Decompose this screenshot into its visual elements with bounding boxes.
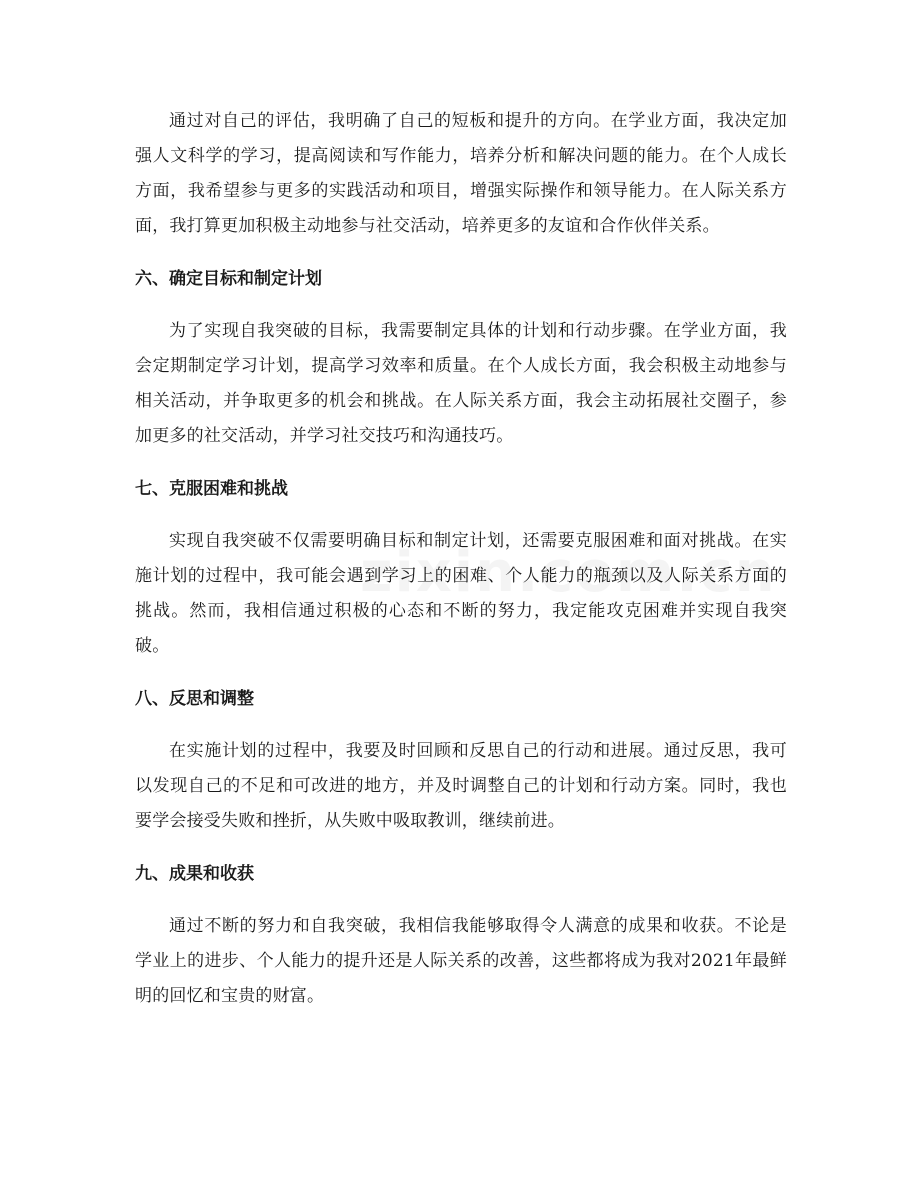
section-paragraph-9: 通过不断的努力和自我突破，我相信我能够取得令人满意的成果和收获。不论是学业上的进步、个人能力的提升还是人际关系的改善，这些都将成为我对2021年最鲜明的回忆和宝贵的财富。 — [135, 916, 787, 1006]
intro-paragraph: 通过对自己的评估，我明确了自己的短板和提升的方向。在学业方面，我决定加强人文科学的学习，提高阅读和写作能力，培养分析和解决问题的能力。在个人成长方面，我希望参与更多的实践活动和项目，增强实际操作和领导能力。在人际关系方面，我打算更加积极主动地参与社交活动，培养更多的友谊和合作伙伴关系。 — [135, 111, 787, 236]
section-paragraph-6: 为了实现自我突破的目标，我需要制定具体的计划和行动步骤。在学业方面，我会定期制定学习计划，提高学习效率和质量。在个人成长方面，我会积极主动地参与相关活动，并争取更多的机会和挑战。在人际关系方面，我会主动拓展社交圈子，参加更多的社交活动，并学习社交技巧和沟通技巧。 — [135, 321, 787, 446]
section-heading-7: 七、克服困难和挑战 — [135, 479, 288, 499]
document-body — [135, 104, 787, 1014]
section-paragraph-8: 在实施计划的过程中，我要及时回顾和反思自己的行动和进展。通过反思，我可以发现自己的不足和可改进的地方，并及时调整自己的计划和行动方案。同时，我也要学会接受失败和挫折，从失败中吸取教训，继续前进。 — [135, 741, 787, 831]
section-paragraph-7: 实现自我突破不仅需要明确目标和制定计划，还需要克服困难和面对挑战。在实施计划的过程中，我可能会遇到学习上的困难、个人能力的瓶颈以及人际关系方面的挑战。然而，我相信通过积极的心态和不断的努力，我定能攻克困难并实现自我突破。 — [135, 531, 787, 656]
section-heading-8: 八、反思和调整 — [135, 689, 254, 709]
section-heading-9: 九、成果和收获 — [135, 864, 254, 884]
section-heading-6: 六、确定目标和制定计划 — [135, 269, 322, 289]
